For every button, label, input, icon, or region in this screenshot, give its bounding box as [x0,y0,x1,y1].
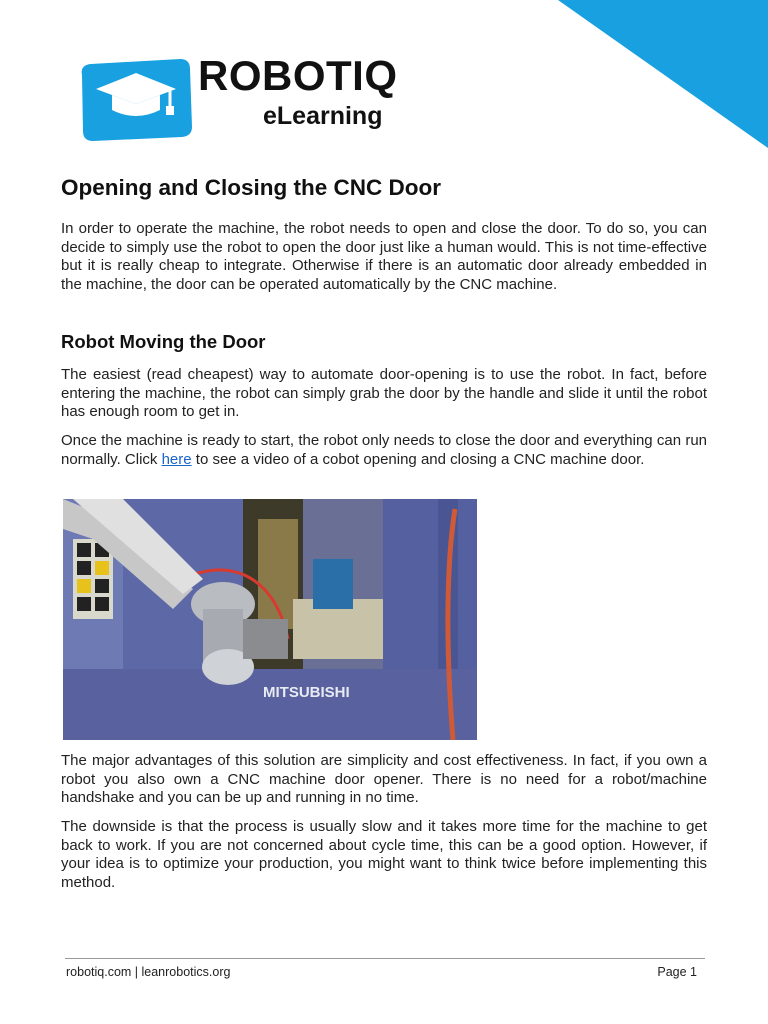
video-link[interactable]: here [161,450,192,468]
logo-wordmark: ROBOTIQ [198,52,398,99]
footer-links: robotiq.com | leanrobotics.org [66,965,231,979]
page-title: Opening and Closing the CNC Door [61,175,441,200]
paragraph-text: to see a video of a cobot opening and closing a CNC machine door. [191,450,645,468]
footer-divider [65,958,705,959]
section-paragraph-4: The downside is that the process is usually slow and it takes more time for the machine to get back to work. If you are not concerned about cycle time, this can be a good option. However, if your idea is to optimize your production, you might want to think twice before implementing this method. [61,818,707,892]
intro-paragraph: In order to operate the machine, the robot needs to open and close the door. To do so, you can decide to simply use the robot to open the door just like a human would. This is not time-effective but it is really cheap to integrate. Otherwise if there is an automatic door already embedded in the machine, the door can be operated automatically by the CNC machine. [61,220,707,294]
paragraph-text: Once the machine is ready to start, the robot only needs to close the door and everything can run normally. Click [61,432,707,468]
page-number: Page 1 [657,965,697,979]
section-paragraph-3: The major advantages of this solution are simplicity and cost effectiveness. In fact, if you own a robot you also own a CNC machine door opener. There is no need for a robot/machine handshake and you can be up and running in no time. [61,752,707,807]
robotiq-elearning-logo [80,52,410,140]
logo-subtitle: eLearning [263,102,383,130]
section-paragraph-1: The easiest (read cheapest) way to automate door-opening is to use the robot. In fact, before entering the machine, the robot can simply grab the door by the handle and slide it until the robot has enough room to get in. [61,366,707,421]
graduation-cap-icon [80,59,194,141]
corner-accent-triangle [558,0,768,148]
section-paragraph-2 [61,432,707,469]
cobot-cnc-photo [63,499,477,740]
machine-brand-label: MITSUBISHI [263,684,350,701]
section-heading: Robot Moving the Door [61,331,266,352]
